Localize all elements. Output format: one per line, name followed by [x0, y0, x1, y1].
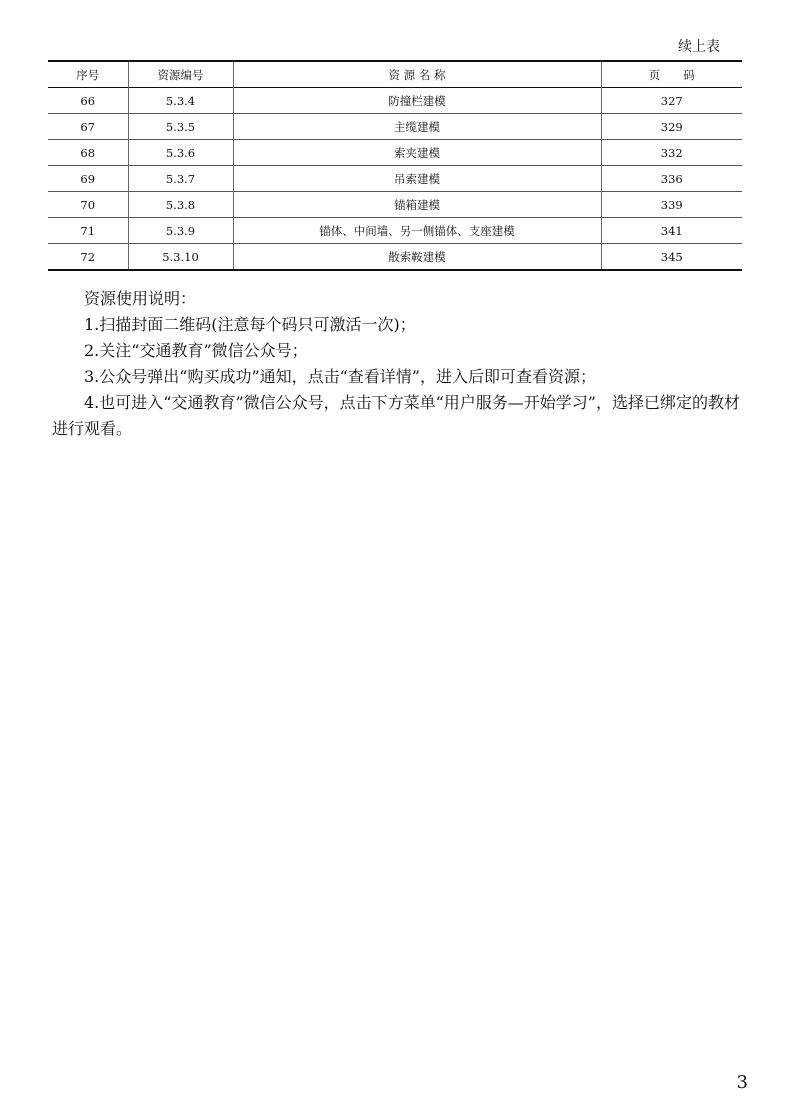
table-row: [48, 218, 742, 244]
cell-page: 336: [601, 166, 742, 192]
usage-notes-heading: 资源使用说明：: [84, 289, 197, 308]
cell-resource-name: 主缆建模: [233, 114, 601, 140]
cell-index: 70: [80, 197, 96, 212]
table-row: [48, 244, 742, 271]
usage-note-item: 1.扫描封面二维码(注意每个码只可激活一次)；: [84, 315, 416, 334]
table-row: [48, 166, 742, 192]
cell-index: 66: [80, 93, 96, 108]
cell-page: 339: [601, 192, 742, 218]
cell-resource-name: 散索鞍建模: [233, 244, 601, 271]
cell-page: 341: [601, 218, 742, 244]
cell-page: 332: [601, 140, 742, 166]
cell-index: 67: [80, 119, 96, 134]
cell-resource-name: 锚箱建模: [233, 192, 601, 218]
cell-index: 69: [80, 171, 96, 186]
usage-note-item: 4.也可进入“交通教育”微信公众号，点击下方菜单“用户服务—开始学习”，选择已绑定的教材进行观看。: [52, 393, 740, 438]
header-index: 序号: [76, 67, 100, 82]
header-resource-name: 资 源 名 称: [233, 61, 601, 88]
continued-label: 续上表: [678, 39, 720, 55]
cell-resource-name: 防撞栏建模: [233, 88, 601, 114]
cell-resource-code: 5.3.8: [128, 192, 233, 218]
cell-resource-code: 5.3.7: [128, 166, 233, 192]
cell-resource-code: 5.3.6: [128, 140, 233, 166]
cell-index: 68: [80, 145, 96, 160]
cell-resource-code: 5.3.10: [128, 244, 233, 271]
page-number: 3: [736, 1072, 748, 1093]
cell-index: 72: [80, 249, 96, 264]
cell-resource-name: 索夹建模: [233, 140, 601, 166]
usage-note-item: 3.公众号弹出“购买成功”通知，点击“查看详情”，进入后即可查看资源；: [84, 367, 596, 386]
cell-resource-name: 锚体、中间墙、另一侧锚体、支座建模: [233, 218, 601, 244]
cell-page: 329: [601, 114, 742, 140]
usage-notes: [52, 286, 742, 442]
cell-resource-name: 吊索建模: [233, 166, 601, 192]
table-row: [48, 140, 742, 166]
cell-resource-code: 5.3.4: [128, 88, 233, 114]
table-row: [48, 114, 742, 140]
cell-resource-code: 5.3.5: [128, 114, 233, 140]
header-resource-code: 资源编号: [128, 61, 233, 88]
resource-table: [48, 60, 742, 271]
table-row: [48, 88, 742, 114]
usage-note-item: 2.关注“交通教育”微信公众号；: [84, 341, 308, 360]
table-header-row: [48, 61, 742, 88]
cell-index: 71: [80, 223, 96, 238]
cell-resource-code: 5.3.9: [128, 218, 233, 244]
header-page: 页 码: [601, 61, 742, 88]
cell-page: 327: [601, 88, 742, 114]
cell-page: 345: [601, 244, 742, 271]
table-row: [48, 192, 742, 218]
